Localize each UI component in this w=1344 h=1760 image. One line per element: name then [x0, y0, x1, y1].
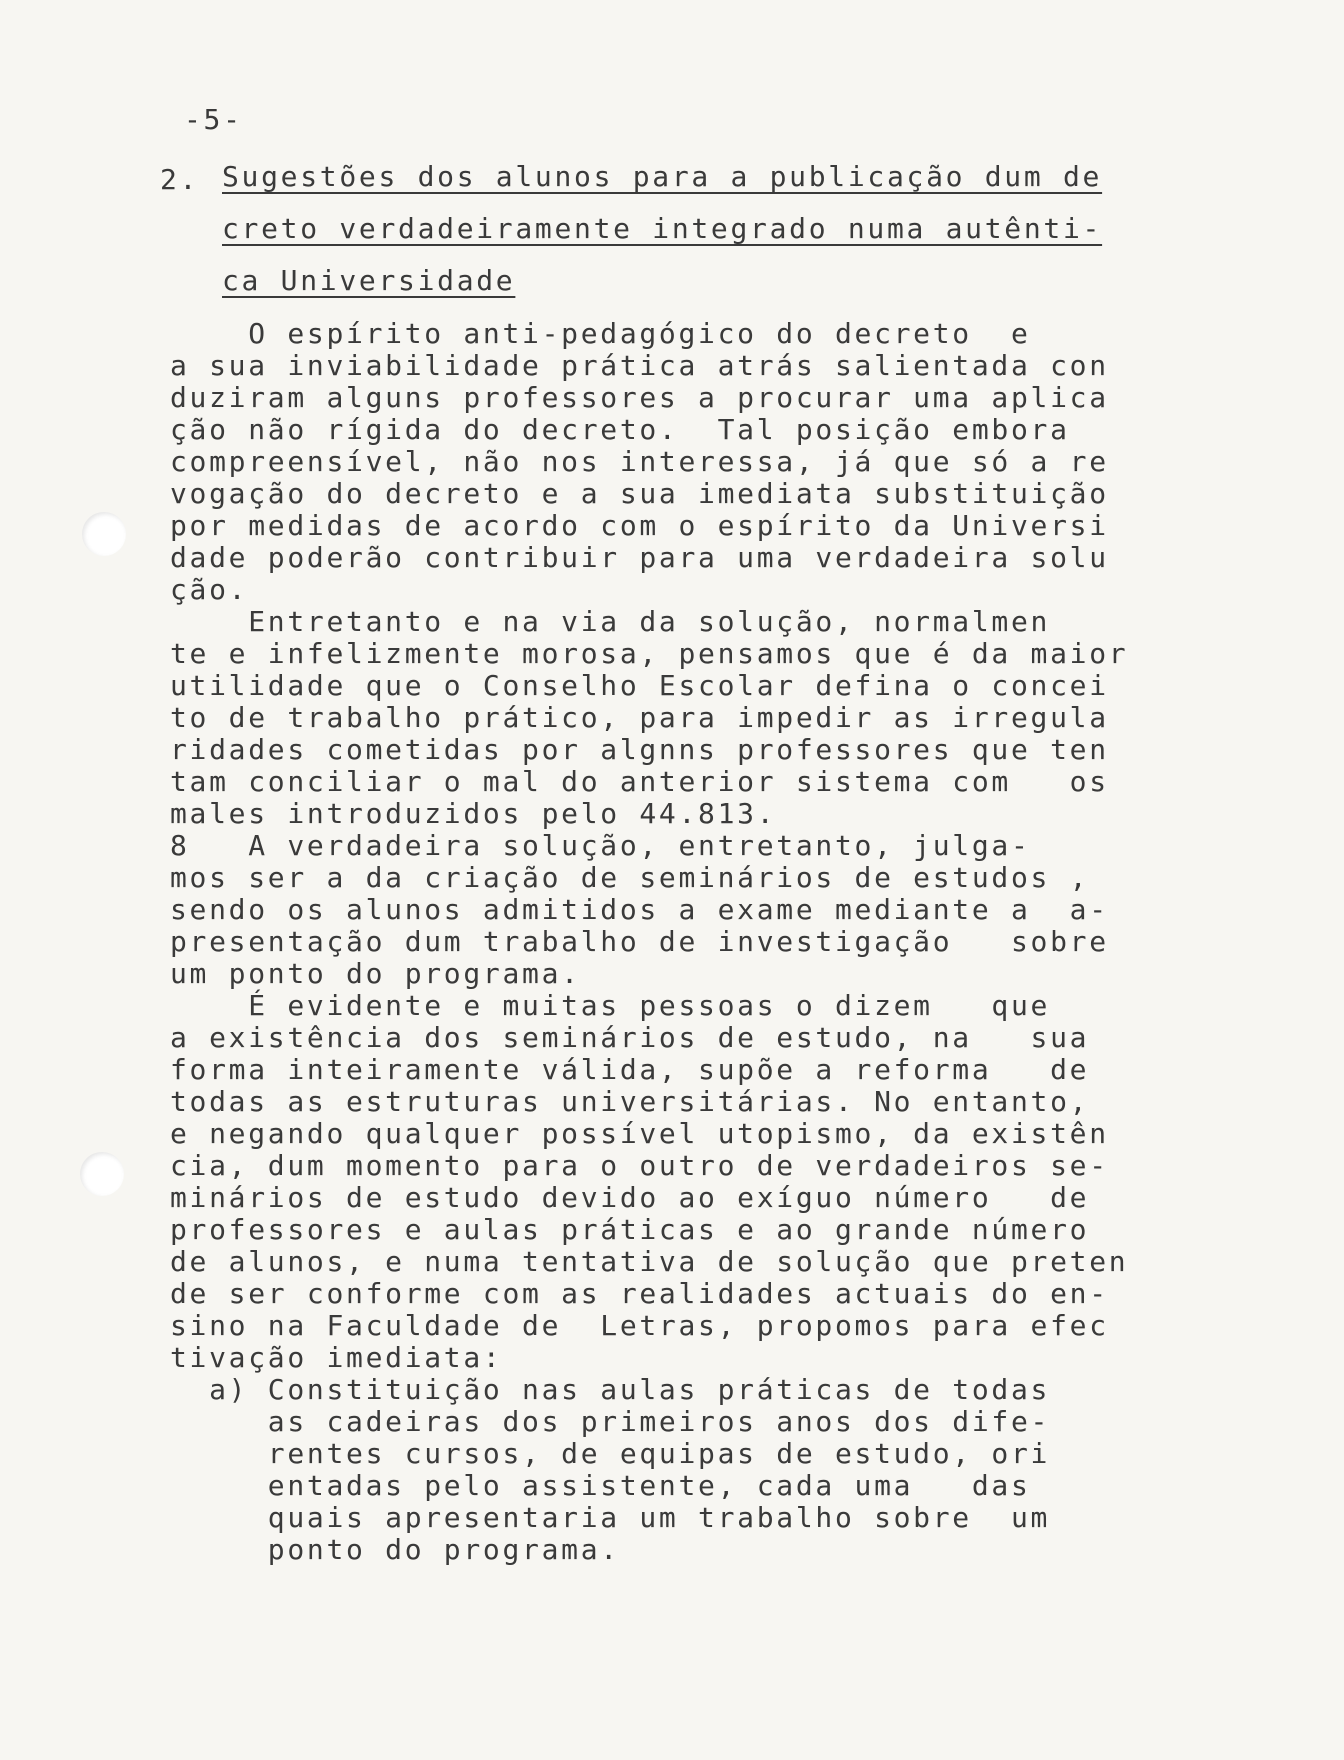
text-line: e negando qualquer possível utopismo, da existên [170, 1117, 1109, 1150]
text-line: tam conciliar o mal do anterior sistema com os [170, 765, 1109, 798]
text-line: quais apresentaria um trabalho sobre um [170, 1501, 1051, 1534]
text-line: sino na Faculdade de Letras, propomos para efec [170, 1309, 1109, 1342]
text-line: 8 A verdadeira solução, entretanto, julga- [170, 829, 1031, 862]
punch-hole-top [82, 512, 126, 556]
text-line: te e infelizmente morosa, pensamos que é da maior [170, 637, 1129, 670]
text-line: compreensível, não nos interessa, já que só a re [170, 445, 1109, 478]
text-line: duziram alguns professores a procurar uma aplica [170, 381, 1109, 414]
text-line: presentação dum trabalho de investigação sobre [170, 925, 1109, 958]
text-line: males introduzidos pelo 44.813. [170, 797, 777, 830]
text-line: cia, dum momento para o outro de verdadeiros se- [170, 1149, 1109, 1182]
text-line: minários de estudo devido ao exíguo número de [170, 1181, 1090, 1214]
section-number: 2. [160, 163, 200, 196]
text-line: tivação imediata: [170, 1341, 503, 1374]
text-line: dade poderão contribuir para uma verdadeira solu [170, 541, 1109, 574]
text-line: ponto do programa. [170, 1533, 620, 1566]
section-title-line: ca Universidade [222, 264, 516, 297]
text-line: ridades cometidas por algnns professores que ten [170, 733, 1109, 766]
text-line: vogação do decreto e a sua imediata substituição [170, 477, 1109, 510]
text-line: sendo os alunos admitidos a exame mediante a a- [170, 893, 1109, 926]
text-line: utilidade que o Conselho Escolar defina o concei [170, 669, 1109, 702]
text-line: a sua inviabilidade prática atrás salientada con [170, 349, 1109, 382]
text-line: ção. [170, 573, 249, 606]
text-line: forma inteiramente válida, supõe a reforma de [170, 1053, 1090, 1086]
text-line: de alunos, e numa tentativa de solução que preten [170, 1245, 1129, 1278]
section-title-line: Sugestões dos alunos para a publicação dum de [222, 160, 1103, 193]
text-line: a existência dos seminários de estudo, na sua [170, 1021, 1090, 1054]
punch-hole-bottom [80, 1152, 124, 1196]
text-line: professores e aulas práticas e ao grande número [170, 1213, 1090, 1246]
section-title-line: creto verdadeiramente integrado numa autênti- [222, 212, 1103, 245]
text-line: rentes cursos, de equipas de estudo, ori [170, 1437, 1051, 1470]
page-number: -5- [184, 103, 243, 136]
text-line: todas as estruturas universitárias. No entanto, [170, 1085, 1090, 1118]
text-line: mos ser a da criação de seminários de estudos , [170, 861, 1090, 894]
text-line: a) Constituição nas aulas práticas de todas [170, 1373, 1051, 1406]
text-line: por medidas de acordo com o espírito da Universi [170, 509, 1109, 542]
text-line: de ser conforme com as realidades actuais do en- [170, 1277, 1109, 1310]
text-line: um ponto do programa. [170, 957, 581, 990]
text-line: entadas pelo assistente, cada uma das [170, 1469, 1031, 1502]
text-line: Entretanto e na via da solução, normalmen [170, 605, 1051, 638]
text-line: ção não rígida do decreto. Tal posição embora [170, 413, 1070, 446]
text-line: É evidente e muitas pessoas o dizem que [170, 989, 1051, 1022]
text-line: as cadeiras dos primeiros anos dos dife- [170, 1405, 1051, 1438]
text-line: to de trabalho prático, para impedir as irregula [170, 701, 1109, 734]
text-line: O espírito anti-pedagógico do decreto e [170, 317, 1031, 350]
